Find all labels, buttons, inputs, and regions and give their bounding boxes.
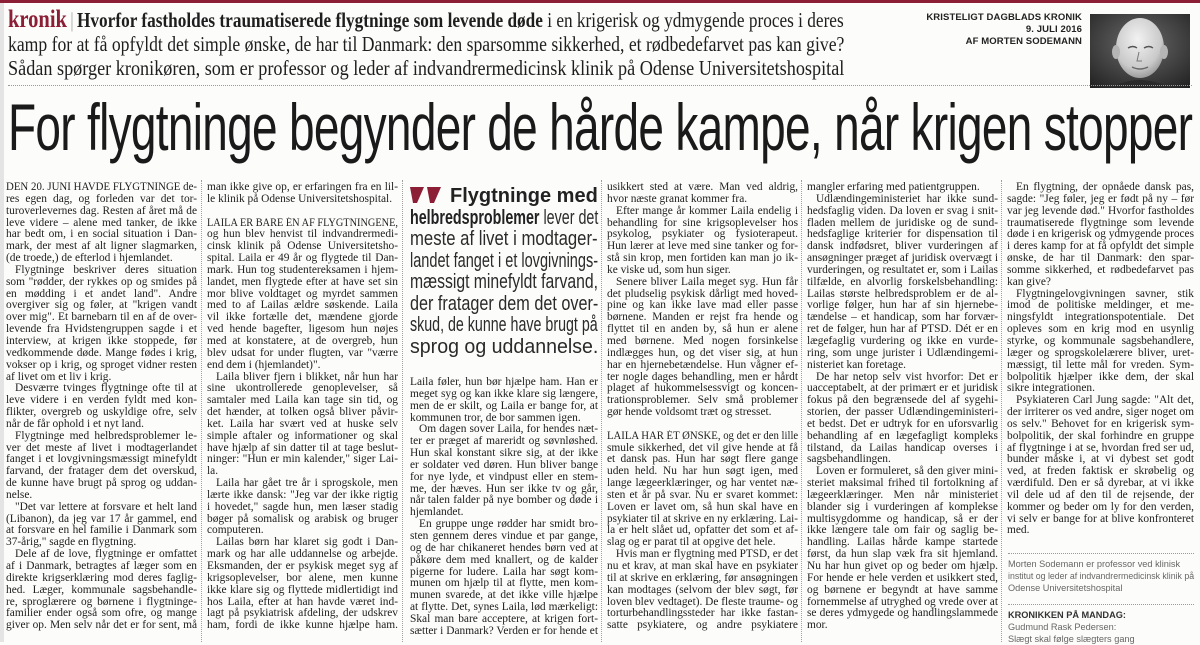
text-line: de kunne have brugt på sprog og uddan- — [6, 477, 197, 490]
text-line: Loven er lavet om, så hun skal have en — [607, 500, 798, 513]
text-line: sagde: "Jeg føler, jeg er født på ny – før — [1007, 192, 1194, 205]
publish-date: 9. JULI 2016 — [1025, 24, 1082, 35]
text-line: bunder måske i, at vi dybest set godt — [1007, 453, 1194, 466]
text-line: os selv." Behovet for en krigerisk sym- — [1007, 417, 1194, 430]
text-line: levende fra Hvidstengruppen sagde i et — [6, 323, 197, 336]
text-line: vurderingen, og resultatet er, som i Lailas — [807, 263, 998, 276]
text-line: vil dele ud af den til de rejsende, der — [1007, 488, 1194, 501]
text-line: 37-årig," sagde en flygtning. — [6, 536, 137, 549]
pull-quote-line: der fratager dem det over- — [410, 292, 599, 315]
text-line: blander sig i vurderingen af komplekse — [807, 500, 998, 513]
text-line: fanget i et lovgivningsmæssigt minefyldt — [6, 453, 197, 466]
pull-quote-line — [410, 186, 598, 208]
text-line: at flytte. Det, synes Laila, lød mærkeligt: — [410, 601, 598, 614]
pull-quote-bold-1: Flygtninge med — [450, 185, 598, 207]
text-line: (de troede,) de efterlod i hjemlandet. — [6, 252, 173, 265]
text-line: tændelse – et handicap, som har forvær- — [807, 311, 998, 324]
intro-line-3: Sådan spørger kronikøren, som er professor og leder af indvandrermedicinsk klinik på Odense Universitetshospital — [8, 56, 845, 80]
text-line: pigerne for ludere. Laila har søgt kom- — [410, 565, 598, 578]
text-line: En flygtning, der opnåede dansk pas, — [1016, 181, 1194, 193]
section-label: kronik — [8, 6, 67, 33]
text-line: ter nogle dages behandling, men er hårdt — [607, 370, 798, 383]
article-column-6 — [1007, 182, 1194, 537]
text-line: torturbehandlingssteder har ikke fastan- — [607, 607, 798, 620]
text-line: først, da hun slap væk fra sit hjemland. — [807, 548, 998, 561]
text-line: kan modtages (selvom der blev søgt, før — [607, 583, 798, 596]
next-article — [1008, 609, 1194, 645]
text-line: re, sproglærere og børnene i flygtninge- — [6, 595, 197, 608]
text-line: Senere bliver Laila meget syg. Hun får — [616, 275, 798, 288]
text-line: storien, der passer Udlændingeministeri- — [807, 406, 998, 419]
pull-quote-rest: lever det — [539, 206, 599, 229]
article-column-5 — [807, 182, 998, 632]
text-line: af i Danmark, betragtes af læger som en — [6, 560, 197, 572]
text-line: cinsk klinik på Odense Universitetsho- — [207, 240, 398, 253]
text-line: multisygdomme og handicap, så er der — [807, 512, 998, 525]
pull-quote-line: mæssigt minefyldt farvand, — [410, 271, 598, 293]
text-line: direkte krigserklæring mod deres faglig- — [6, 571, 197, 584]
text-line: mor blive voldtaget og myrdet sammen — [207, 287, 398, 300]
text-line: De har netop selv vist hvorfor: Det er — [816, 370, 998, 383]
page-edge — [0, 0, 4, 642]
article-intro — [8, 8, 848, 80]
text-line: sine ukontrollerede genoplevelser, så — [207, 382, 398, 395]
accent-top-rule — [0, 0, 1200, 3]
text-line: at forsvare en hel familie i Danmark som — [6, 524, 197, 537]
text-line: DEN 20. JUNI HAVDE FLYGTNINGE de- — [6, 181, 197, 193]
column-divider — [1001, 180, 1002, 642]
text-line: Loven er formuleret, så den giver mini- — [816, 465, 998, 478]
text-line: Laila har gået tre år i sprogskole, men — [216, 477, 398, 490]
text-line: la. — [207, 465, 219, 478]
text-line: opleves som en krig mod en usynlig — [1007, 323, 1194, 336]
text-line: landet, men flygtede efter at have set sin — [207, 275, 398, 288]
article-column-3 — [410, 377, 598, 638]
text-line: Udlændingeministeriet har ikke sund- — [816, 192, 998, 205]
text-line: ver det meste af livet i modtagerlandet — [6, 441, 197, 454]
text-line: mark og har alle uddannelse og arbejde. — [207, 548, 398, 561]
text-line: munen svarede, at det ikke ville hjælpe — [410, 589, 598, 602]
text-line: bøger på somalisk og arabisk og bruger — [207, 512, 398, 525]
text-line: stå sin krop, men fortiden kan man jo ik- — [607, 252, 798, 265]
text-line: sten et år på svar. Nu er svaret kommet: — [607, 488, 798, 501]
text-line: steriet maksimal frihed til fortolkning af — [807, 477, 998, 490]
author-photo — [1090, 14, 1190, 88]
intro-line-1 — [8, 8, 844, 32]
text-line: sætter i Danmark? Verden er for hende et — [410, 624, 598, 637]
text-line: lange lægeerklæringer, og har ventet næ- — [607, 477, 798, 490]
pull-quote-line: sprog og uddannelse. — [410, 335, 599, 358]
text-line: psykolog, psykiater og fysioterapeut. — [607, 228, 798, 241]
text-line: var jeg levende død." Hvorfor fastholdes — [1007, 204, 1194, 217]
text-line: munen om hjælp til at flytte, men kom- — [410, 577, 598, 590]
text-line: ikke klare sig og flyttede midlertidigt ind — [207, 583, 398, 596]
text-line: Laila bliver fjern i blikket, når hun har — [216, 370, 398, 383]
text-line: og de har chikaneret hendes børn ved at — [410, 541, 598, 554]
byline — [926, 12, 1082, 48]
text-line: ket. Laila har svært ved at huske selv — [207, 417, 398, 430]
text-line: til at skrive en erklæring, før ansøgningen — [607, 571, 798, 584]
text-line: værdifuld. Den er så dyrebar, at vi ikke — [1007, 477, 1194, 490]
text-line: Om dagen sover Laila, for hendes næt- — [419, 423, 598, 436]
text-line: dansk indfødsret, bliver vurderingen af — [807, 240, 998, 253]
text-line: ved hende bagefter, ligesom hun nøjes — [207, 323, 398, 336]
text-line: end dem i (hjemlandet)". — [207, 358, 321, 371]
bio-line: institut og leder af indvandrermedicinsk klinik på — [1008, 571, 1195, 581]
pull-quote-line: meste af livet i modtager- — [410, 228, 598, 250]
text-line: det pludselig psykisk dårligt med hoved- — [607, 287, 798, 300]
text-line: tilstand, da Lailas handicap overses i — [807, 441, 998, 454]
article-column-4 — [607, 182, 798, 632]
text-line: hedsfaglig viden. Da loven er svag i snit- — [807, 204, 998, 217]
text-line: fokus på den begrænsede del af sygehi- — [807, 394, 998, 407]
text-line: Psykiateren Carl Jung sagde: "Alt det, — [1016, 394, 1194, 407]
text-line: indlægges hun, og det viser sig, at hun — [607, 346, 798, 359]
text-line: meget syg og kan ikke klare sig længere, — [410, 387, 598, 400]
text-line: med børnene. Med nogen forsinkelse — [607, 334, 798, 347]
text-line: Eksmanden, der er psykisk meget syg af — [207, 560, 398, 572]
text-line: kommunen tror, de bor sammen igen. — [410, 411, 581, 424]
text-line: ningsfyldt integrationspotentiale. Det — [1007, 311, 1194, 324]
text-line: nu et krav, at man skal have en psykiater — [607, 560, 798, 572]
text-line: sikre integrationen. — [1007, 382, 1095, 395]
text-line: uacceptabelt, at der primært er et juridisk — [807, 382, 998, 395]
pull-quote-line: landet fanget i et lovgivnings- — [410, 249, 599, 272]
text-line: er soldater ved døren. Hun bliver bange — [410, 458, 598, 471]
section-separator: | — [70, 8, 74, 32]
text-line: Hvis man er flygtning med PTSD, er det — [615, 548, 798, 561]
text-line: nisteriet kan foretage. — [807, 358, 906, 371]
column-divider — [601, 180, 602, 642]
bio-line: Morten Sodemann er professor ved klinisk — [1008, 559, 1181, 569]
text-line: "Det var lettere at forsvare et helt land — [15, 500, 197, 513]
text-line: bolpolitik, der skal forhindre en gruppe — [1007, 429, 1194, 442]
next-article-title: Slægt skal følge slægters gang — [1008, 634, 1135, 644]
text-line: mor. — [807, 619, 828, 632]
text-line: sten gennem deres vindue et par gange, — [410, 529, 598, 542]
bio-divider — [1008, 553, 1194, 554]
next-divider — [1008, 604, 1194, 605]
text-line: Lailas børn har klaret sig godt i Dan- — [216, 536, 398, 549]
text-line: kommer og beder om ly for den verden, — [1007, 500, 1194, 513]
series-name: KRISTELIGT DAGBLADS KRONIK — [926, 12, 1082, 23]
text-line: ikke længere tale om fair og saglig be- — [807, 524, 998, 537]
text-line: For hende er hele verden et usikkert sted, — [807, 571, 998, 584]
text-line: spital. Laila er 49 år og flygtede til Dan- — [207, 252, 398, 265]
text-line: af livet om et liv i krig. — [6, 370, 112, 383]
text-line: Dele af de love, flygtninge er omfattet — [15, 548, 197, 561]
text-line: fladen mellem de juridiske og de sund- — [807, 216, 998, 229]
text-line: leve videre i en verden fyldt med kon- — [6, 394, 197, 407]
text-line: mark. Hun tog studentereksamen i hjem- — [207, 263, 398, 276]
text-line: somme sikkerhed, et rødbedefarvet pas — [1007, 263, 1194, 276]
column-divider — [201, 180, 202, 642]
text-line: smule sikkerhed, det vil give hende at få — [607, 441, 798, 454]
text-line: Flygtninge beskriver deres situation — [15, 263, 197, 276]
text-line: loven blev vedtaget). De fleste traume- og — [607, 595, 798, 608]
next-article-author: Gudmund Rask Pedersen: — [1008, 622, 1117, 632]
text-line: lærte ikke dansk: "Jeg var der ikke rigtig — [207, 488, 398, 501]
text-line: en mødding i et andet land". Andre — [6, 287, 197, 300]
text-line: giver op. Men selv når det er for sent, må — [6, 619, 197, 632]
article-column-1 — [6, 182, 197, 632]
text-line: fornemmelse af utryghed og vrede over at — [807, 595, 999, 608]
text-line: samtaler med Laila kan tage sin tid, og — [207, 394, 398, 407]
text-line: og børnene er begyndt at have samme — [807, 583, 998, 596]
text-line: lagt på psykiatrisk afdeling, der udskrev — [207, 607, 398, 620]
text-line: ring, som unge jurister i Udlændingemi- — [807, 346, 998, 359]
text-line: man ikke give op, er erfaringen fra en lil- — [207, 181, 398, 193]
text-line: mangler erfaring med patientgruppen. — [807, 181, 980, 193]
text-line: la er helt slået ud, opfatter det som et af- — [607, 524, 798, 537]
text-line: have hjælp af sin datter til at tage beslut- — [207, 441, 398, 454]
header-divider — [8, 85, 1192, 86]
text-line: blev udsat for under flugten, var "værre — [207, 346, 398, 359]
text-line: Flygtninge med helbredsproblemer le- — [15, 429, 197, 442]
text-line: bolpolitik hjælper ikke dem, der skal — [1007, 370, 1194, 383]
text-line: gør hende voldsomt træt og stresset. — [607, 406, 772, 419]
text-line: behandling for sine krigsoplevelser hos — [607, 216, 798, 229]
text-line: (Libanon), da jeg var 17 år gammel, end — [6, 512, 197, 525]
text-line: LAILA HAR ÉT ØNSKE, og det er den lille — [607, 429, 799, 442]
text-line: Laila føler, hun bør hjælpe ham. Han er — [410, 376, 598, 388]
text-line: handling. Lailas hårde kampe startede — [807, 536, 998, 549]
text-line: med. — [1007, 524, 1030, 537]
text-line: ke viske ud, som hun siger. — [607, 263, 731, 276]
text-line: slag og er parat til at opgive det hele. — [607, 536, 776, 549]
text-line: farvand, der fratager dem det overskud, — [6, 465, 197, 478]
author-bio — [1008, 558, 1194, 594]
text-line: behandling af en lægefagligt kompleks — [807, 429, 998, 442]
text-line: når talen falder på nye bomber og døde i — [410, 494, 598, 507]
text-line: hedsfaglige kriterier for dispensation til — [807, 228, 998, 241]
text-line: Hun lærer at leve med sine tanker og for- — [607, 240, 798, 253]
text-line: satte psykiatere, og andre psykiatere — [607, 619, 798, 632]
text-line: mark, der mest af alt ligner slagmarken, — [6, 240, 197, 253]
text-line: lægeerklæringer. Men når ministeriet — [807, 488, 998, 501]
author-name: AF MORTEN SODEMANN — [965, 36, 1082, 47]
bio-line: Odense Universitetshospital — [1008, 583, 1123, 593]
text-line: børnene. Manden er rejst fra hende og — [607, 311, 798, 324]
text-line: nelse. — [6, 488, 33, 501]
headline: For flygtninge begynder de hårde kampe, når krigen stopper — [8, 90, 1193, 164]
text-line: over mig". Et barnebarn til en af de over- — [6, 311, 197, 324]
text-line: med to af Lailas ældre søskende. Laila — [207, 299, 398, 312]
text-line: vorlige følger, hun har af sin hjernebe- — [807, 299, 998, 312]
text-line: og hun blev henvist til indvandrermedi- — [207, 228, 398, 241]
quote-mark-icon — [410, 187, 444, 203]
text-line: LAILA ER BARE ÉN AF FLYGTNINGENE, — [207, 216, 398, 229]
text-line: ved, at freden faktisk er skrøbelig og — [1007, 465, 1194, 478]
text-line: Desværre tvinges flygtninge ofte til at — [15, 382, 197, 395]
text-line: res egen dag, og forleden var det tor- — [6, 192, 197, 205]
intro-lead-bold: Hvorfor fastholdes traumatiserede flygtninge som levende døde — [77, 8, 543, 32]
text-line: i deres kamp for at få opfyldt det simple — [1007, 240, 1194, 253]
text-line: turoverlevernes dag. Resten af året må de — [6, 204, 197, 217]
text-line: simple aftaler og informationer og skal — [207, 429, 398, 442]
text-line: det hænder, at tolken også bliver påvir- — [207, 406, 398, 419]
text-line: ansøgninger præget af juridisk overvægt i — [807, 252, 998, 265]
text-line: hed. Læger, kommunale sagsbehandle- — [6, 583, 197, 596]
text-line: Hun skal konstant sikre sig, at der ikke — [410, 447, 598, 460]
text-line: tilfælde, en alvorlig forskelsbehandling: — [807, 275, 998, 288]
text-line: for nye lyde, et vindpust eller en stem- — [410, 470, 598, 483]
text-line: af flygtninge i at se, hvordan fred ser ud, — [1007, 441, 1194, 454]
text-line: har en hjernebetændelse. Hun vågner ef- — [607, 358, 798, 371]
text-line: Flygtningelovgivningen savner, stik — [1016, 287, 1194, 300]
text-line: flyttet til en anden by, så hun er alene — [607, 323, 798, 336]
text-line: påkøre dem med knallert, og de kalder — [410, 553, 598, 566]
text-line: pine og kan ikke lave mad eller passe — [607, 299, 798, 312]
pull-quote-bold-2: helbredsproblemer — [410, 206, 540, 229]
pull-quote — [410, 186, 598, 358]
text-line: et bedst. Det er udtryk for en uforsvarlig — [807, 417, 998, 430]
intro-line-1-rest: i en krigerisk og ydmygende proces i deres — [542, 8, 844, 32]
text-line: kan give? — [1007, 275, 1051, 288]
text-line: le klinik på Odense Universitetshospital. — [207, 192, 393, 205]
column-divider — [402, 180, 403, 642]
text-line: imod de politiske meldinger, et me- — [1007, 299, 1194, 312]
text-line: når de får ophold i et nyt land. — [6, 417, 144, 430]
pull-quote-line — [410, 208, 598, 230]
text-line: me, der hæves. Hun ser ikke tv og går, — [410, 482, 598, 495]
text-line: ter er præget af mareridt og søvnløshed. — [410, 435, 598, 448]
text-line: hvor næste granat kommer fra. — [607, 192, 748, 205]
column-divider — [801, 180, 802, 642]
text-line: familier ender også som ofre, og mange — [6, 607, 197, 620]
text-line: flikter, overgreb og uskyldige ofre, selv — [6, 406, 197, 419]
text-line: En gruppe unge rødder har smidt bro- — [419, 518, 598, 531]
text-line: hjemlandet. — [410, 506, 464, 519]
text-line: ham, fordi de ikke kunne hjælpe ham. — [207, 619, 398, 632]
text-line: med at konstatere, at de overgreb, hun — [207, 334, 398, 347]
text-line: krigsoplevelser, bor alene, men kunne — [207, 571, 398, 584]
text-line: et dansk pas. Hun har søgt flere gange — [607, 453, 798, 466]
text-line: mæssigt, til lette mål for vreden. Sym- — [1007, 358, 1194, 371]
text-line: uden held. Nu har hun søgt igen, med — [607, 465, 798, 478]
text-line: ret de følger, hun har af PTSD. Dét er en — [807, 323, 998, 336]
text-line: men de er skilt, og Laila er bange for, at — [410, 399, 598, 412]
pull-quote-line: skud, de kunne have brugt på — [410, 314, 598, 336]
text-line: vedkommende døde. Mange fødes i krig, — [6, 346, 197, 359]
text-line: som "rødder, der rykkes op og smides på — [6, 275, 197, 288]
text-line: har bedt om, i en social situation i Dan- — [6, 228, 197, 241]
text-line: i hovedet," sagde hun, men læser stadig — [207, 500, 398, 513]
text-line: usikkert sted at være. Man ved aldrig, — [607, 181, 798, 193]
text-line: styrke, og kommunale sagsbehandlere, — [1007, 334, 1194, 347]
text-line: Nu har hun givet op og beder om hjælp. — [807, 560, 998, 572]
text-line: computeren. — [207, 524, 264, 537]
text-line: Lailas største helbredsproblem er de al- — [807, 287, 998, 300]
text-line: leve videre – alene med tanker, de ikke — [6, 216, 197, 229]
text-line: Skal man bare acceptere, at krigen fort- — [410, 612, 598, 625]
text-line: lægefaglig vurdering og ikke en vurde- — [807, 334, 998, 347]
text-line: Efter mange år kommer Laila endelig i — [616, 204, 798, 217]
text-line: der irriterer os ved andre, siger noget om — [1007, 406, 1194, 419]
text-line: se deres ydmygede og handlingslammede — [807, 607, 998, 620]
intro-line-2: kamp for at få opfyldt det simple ønske, de har til Danmark: den sparsomme sikkerhed, et rødbedefarvet pas kan give? — [8, 32, 845, 56]
next-article-label: KRONIKKEN PÅ MANDAG: — [1008, 610, 1126, 620]
text-line: traumatiserede flygtninge som levende — [1007, 216, 1194, 229]
text-line: hos Laila, efter at han havde været ind- — [207, 595, 398, 608]
text-line: vokser op i krig, og sproget vidner resten — [6, 358, 197, 371]
text-line: overgiver sig og føler, at "krigen vandt — [6, 299, 197, 312]
article-column-2 — [207, 182, 398, 632]
text-line: plaget af hukommelsessvigt og koncen- — [607, 382, 798, 395]
text-line: ønske, de har til Danmark: den spar- — [1007, 252, 1194, 265]
text-line: læger og sprogskolelærere bliver, uret- — [1007, 346, 1194, 359]
text-line: vil ikke fortælle det, mændene gjorde — [207, 311, 398, 324]
text-line: sagsbehandlingen. — [807, 453, 891, 466]
text-line: trationsproblemer. Selv små problemer — [607, 394, 798, 407]
text-line: psykiater til at skrive en ny erklæring. Lai- — [607, 512, 798, 525]
text-line: døde i en krigerisk og ydmygende proces — [1007, 228, 1194, 241]
text-line: vi selv er bange for at blive konfronteret — [1007, 512, 1194, 525]
text-line: ninger: "Hun er min kalender," siger Lai- — [207, 453, 398, 466]
text-line: interview, at krigen ikke stoppede, før — [6, 334, 197, 347]
